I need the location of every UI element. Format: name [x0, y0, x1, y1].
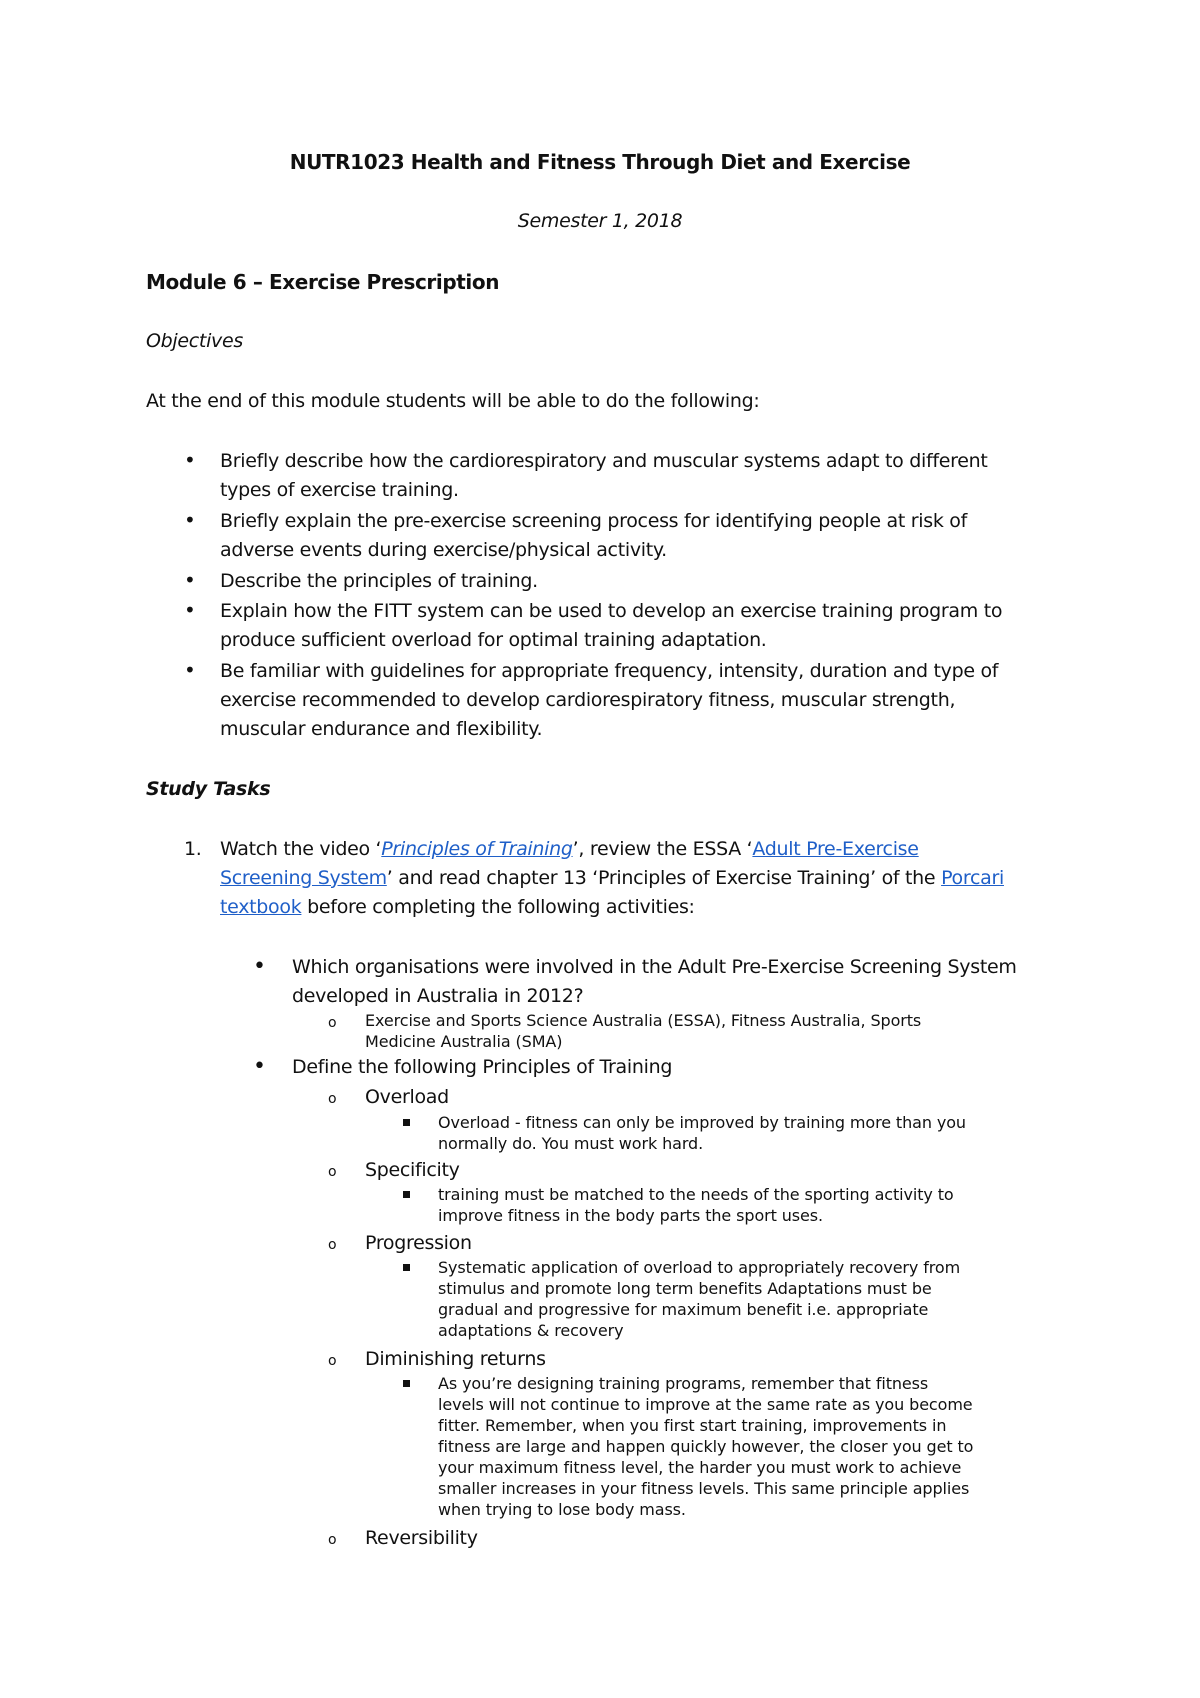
answer-1-line-1: Exercise and Sports Science Australia (ESSA), Fitness Australia, Sports	[365, 1011, 922, 1030]
principle-definition-line: fitter. Remember, when you first start training, improvements in	[438, 1416, 947, 1435]
principle-definition-line: stimulus and promote long term benefits Adaptations must be	[438, 1279, 932, 1298]
essa-screening-link-continued[interactable]: Screening System	[220, 867, 387, 889]
task-1-line-3	[220, 896, 695, 918]
bullet-icon: •	[184, 658, 196, 682]
circle-bullet-icon: o	[328, 1164, 337, 1180]
bullet-icon: •	[184, 568, 196, 592]
principle-definition-line: improve fitness in the body parts the sport uses.	[438, 1206, 824, 1225]
semester-label: Semester 1, 2018	[517, 210, 683, 232]
objectives-heading: Objectives	[146, 330, 243, 352]
bullet-icon: •	[184, 508, 196, 532]
principle-definition-line: Overload - fitness can only be improved by training more than you	[438, 1113, 966, 1132]
principle-name-diminishing-returns: Diminishing returns	[365, 1348, 546, 1370]
task-1-line-1	[220, 838, 919, 860]
task-text: ’, review the ESSA ‘	[572, 838, 753, 860]
circle-bullet-icon: o	[328, 1532, 337, 1548]
task-number: 1.	[184, 838, 202, 860]
objective-5-line-3: muscular endurance and flexibility.	[220, 718, 543, 740]
circle-bullet-icon: o	[328, 1015, 337, 1031]
study-tasks-heading: Study Tasks	[146, 778, 271, 800]
question-1-line-1: Which organisations were involved in the Adult Pre-Exercise Screening System	[292, 956, 1017, 978]
principle-definition-line: fitness are large and happen quickly however, the closer you get to	[438, 1437, 974, 1456]
circle-bullet-icon: o	[328, 1353, 337, 1369]
task-1-line-2	[220, 867, 1004, 889]
square-bullet-icon	[403, 1380, 410, 1387]
objectives-intro: At the end of this module students will be able to do the following:	[146, 390, 760, 412]
answer-1-line-2: Medicine Australia (SMA)	[365, 1032, 563, 1051]
task-text: before completing the following activities:	[301, 896, 695, 918]
circle-bullet-icon: o	[328, 1091, 337, 1107]
principle-definition-line: gradual and progressive for maximum benefit i.e. appropriate	[438, 1300, 929, 1319]
essa-screening-link[interactable]: Adult Pre-Exercise	[752, 838, 919, 860]
principle-definition-line: Systematic application of overload to appropriately recovery from	[438, 1258, 961, 1277]
bullet-icon: •	[253, 1054, 266, 1079]
question-2-text: Define the following Principles of Training	[292, 1056, 673, 1078]
principle-definition-line: As you’re designing training programs, remember that fitness	[438, 1374, 929, 1393]
square-bullet-icon	[403, 1119, 410, 1126]
bullet-icon: •	[184, 448, 196, 472]
square-bullet-icon	[403, 1264, 410, 1271]
principle-name-progression: Progression	[365, 1232, 472, 1254]
principle-definition-line: when trying to lose body mass.	[438, 1500, 686, 1519]
circle-bullet-icon: o	[328, 1237, 337, 1253]
principle-definition-line: adaptations & recovery	[438, 1321, 624, 1340]
principle-name-specificity: Specificity	[365, 1159, 460, 1181]
objective-4-line-1: Explain how the FITT system can be used to develop an exercise training program to	[220, 600, 1003, 622]
objective-5-line-2: exercise recommended to develop cardiorespiratory fitness, muscular strength,	[220, 689, 956, 711]
principle-definition-line: levels will not continue to improve at the same rate as you become	[438, 1395, 973, 1414]
course-title: NUTR1023 Health and Fitness Through Diet and Exercise	[289, 150, 911, 174]
porcari-textbook-link[interactable]: Porcari	[941, 867, 1004, 889]
square-bullet-icon	[403, 1191, 410, 1198]
objective-1-line-1: Briefly describe how the cardiorespiratory and muscular systems adapt to different	[220, 450, 988, 472]
principle-definition-line: smaller increases in your fitness levels. This same principle applies	[438, 1479, 970, 1498]
objective-2-line-2: adverse events during exercise/physical activity.	[220, 539, 667, 561]
module-title: Module 6 – Exercise Prescription	[146, 270, 500, 294]
bullet-icon: •	[184, 598, 196, 622]
principle-definition-line: training must be matched to the needs of the sporting activity to	[438, 1185, 954, 1204]
principle-definition-line: normally do. You must work hard.	[438, 1134, 704, 1153]
bullet-icon: •	[253, 954, 266, 979]
porcari-textbook-link-continued[interactable]: textbook	[220, 896, 302, 918]
principle-definition-line: your maximum fitness level, the harder you must work to achieve	[438, 1458, 962, 1477]
task-text: Watch the video ‘	[220, 838, 382, 860]
objective-5-line-1: Be familiar with guidelines for appropriate frequency, intensity, duration and type of	[220, 660, 999, 682]
objective-2-line-1: Briefly explain the pre-exercise screening process for identifying people at risk of	[220, 510, 968, 532]
principle-name-reversibility: Reversibility	[365, 1527, 478, 1549]
objective-4-line-2: produce sufficient overload for optimal training adaptation.	[220, 629, 767, 651]
principles-of-training-link[interactable]: Principles of Training	[381, 838, 573, 860]
principle-name-overload: Overload	[365, 1086, 449, 1108]
objective-1-line-2: types of exercise training.	[220, 479, 459, 501]
task-text: ’ and read chapter 13 ‘Principles of Exercise Training’ of the	[386, 867, 942, 889]
question-1-line-2: developed in Australia in 2012?	[292, 985, 584, 1007]
objective-3-line-1: Describe the principles of training.	[220, 570, 538, 592]
